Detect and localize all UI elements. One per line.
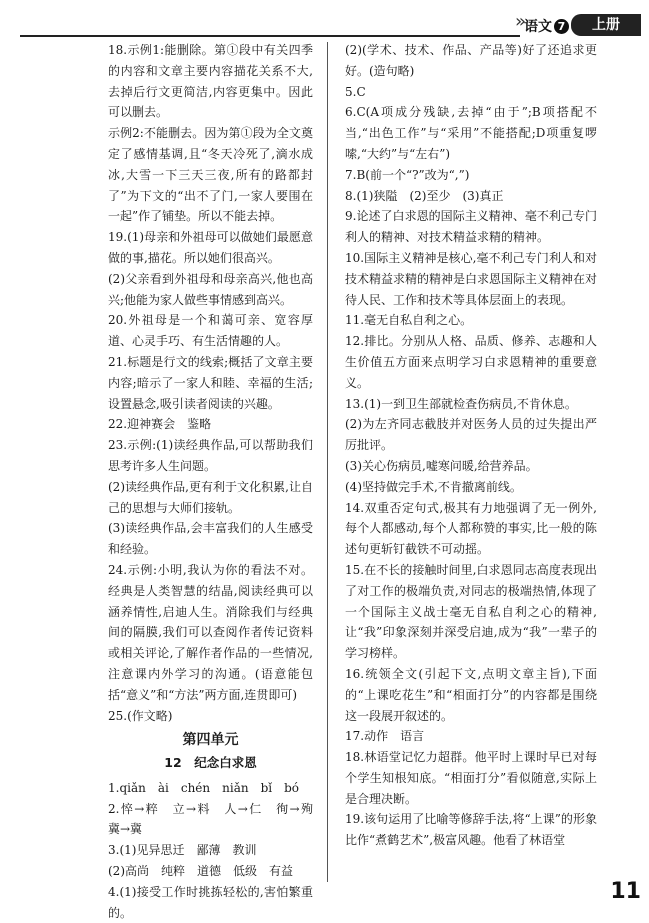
right-column [345,40,597,851]
answer-paragraph: 10.国际主义精神是核心,毫不利己专门利人和对技术精益求精的精神是白求恩国际主义精神在对待人民、工作和技术等具体层面上的表现。 [345,250,598,307]
answer-paragraph: (4)坚持做完手术,不肯撤离前线。 [345,479,522,494]
answer-paragraph: 18.林语堂记忆力超群。他平时上课时早已对每个学生知根知底。“相面打分”看似随意,实际上是合理决断。 [345,750,597,806]
answer-paragraph: 18.示例1:能删除。第①段中有关四季的内容和文章主要内容描花关系不大,去掉后行文更简洁,内容更集中。因此可以删去。 [108,43,313,120]
unit-title: 第四单元 [182,732,239,749]
answer-paragraph: 7.B(前一个“?”改为“,”) [345,167,470,182]
answer-paragraph: (2)读经典作品,更有利于文化积累,让自己的思想与大师们接轨。 [108,479,313,515]
answer-paragraph: 8.(1)狭隘 (2)至少 (3)真正 [345,188,504,203]
answer-paragraph: 19.该句运用了比喻等修辞手法,将“上课”的形象比作“煮鹤艺术”,极富风趣。他看了林语堂 [345,812,597,848]
answer-paragraph: 22.迎神赛会 鉴略 [108,417,212,432]
subject-label: 语文 [524,19,552,35]
grade-number-badge: 7 [554,19,569,34]
answer-paragraph: (3)读经典作品,会丰富我们的人生感受和经验。 [108,521,313,557]
lesson-answer: 1.qiǎn ài chén niǎn bǐ bó [108,780,299,795]
answer-paragraph: 6.C(A项成分残缺,去掉“由于”;B项搭配不当,“出色工作”与“采用”不能搭配;D项重复啰嗦,“大约”与“左右”) [345,105,597,161]
answer-paragraph: (2)父亲看到外祖母和母亲高兴,他也高兴;他能为家人做些事情感到高兴。 [108,271,313,307]
answer-paragraph: 25.(作文略) [108,708,173,723]
page-header [0,8,649,38]
answer-paragraph: 12.排比。分别从人格、品质、修养、志趣和人生价值五方面来点明学习白求恩精神的重要意义。 [345,334,597,390]
lesson-answer: 2.悴→粹 立→料 人→仁 徇→殉 冀→冀 [108,801,326,837]
lesson-answer: (2)高尚 纯粹 道德 低级 有益 [108,864,293,879]
answer-paragraph: 15.在不长的接触时间里,白求恩同志高度表现出了对工作的极端负责,对同志的极端热情,体现了一个国际主义战士毫无自私自利之心的精神,让“我”印象深刻并深受启迪,成为“我”一辈子的学习榜样。 [345,562,597,661]
answer-paragraph: 11.毫无自私自利之心。 [345,313,473,328]
answer-paragraph: 14.双重否定句式,极其有力地强调了无一例外,每个人都感动,每个人都称赞的事实,比一般的陈述句更斩钉截铁不可动摇。 [345,500,597,557]
lesson-title: 12 纪念白求恩 [164,755,257,771]
answer-paragraph: (2)(学术、技术、作品、产品等)好了还追求更好。(造句略) [345,43,597,78]
lesson-answer: 3.(1)见异思迁 鄙薄 教训 [108,843,257,858]
answer-paragraph: 20.外祖母是一个和蔼可亲、宽容厚道、心灵手巧、有生活情趣的人。 [108,313,313,349]
column-divider [327,42,328,882]
volume-tab: 上册 [571,14,641,36]
answer-paragraph: 21.标题是行文的线索;概括了文章主要内容;暗示了一家人和睦、幸福的生活;设置悬念,吸引读者阅读的兴趣。 [108,354,313,411]
answer-paragraph: 23.示例:(1)读经典作品,可以帮助我们思考许多人生问题。 [108,438,313,473]
chevron-right-icon: » [515,11,523,32]
answer-paragraph: 9.论述了白求恩的国际主义精神、毫不利己专门利人的精神、对技术精益求精的精神。 [345,209,597,245]
answer-paragraph: 示例2:不能删去。因为第①段为全文奠定了感情基调,且“冬天冷死了,滴水成冰,大雪一下三天三夜,所有的路都封了”为下文的“出不了门,一家人要围在一起”作了铺垫。所以不能去掉。 [108,126,313,224]
answer-paragraph: (3)关心伤病员,嘘寒问暖,给营养品。 [345,458,538,473]
answer-paragraph: 19.(1)母亲和外祖母可以做她们最愿意做的事,描花。所以她们很高兴。 [108,230,313,265]
answer-paragraph: 16.统领全文(引起下文,点明文章主旨),下面的“上课吃花生”和“相面打分”的内容都是围绕这一段展开叙述的。 [345,666,597,723]
header-rule [20,35,520,37]
answer-paragraph: 5.C [345,84,366,99]
answer-paragraph: 17.动作 语言 [345,729,425,744]
answer-paragraph: 13.(1)一到卫生部就检查伤病员,不肯休息。 [345,396,577,411]
answer-paragraph: 24.示例:小明,我认为你的看法不对。经典是人类智慧的结晶,阅读经典可以涵养情性,启迪人生。消除我们与经典间的隔膜,我们可以查阅作者传记资料或相关评论,了解作者作品的一些情况,注意课内外学习的沟通。(语意能包括“意义”和“方法”两方面,连贯即可) [108,562,313,702]
page-number: 11 [610,879,641,904]
lesson-answer: 4.(1)接受工作时挑拣轻松的,害怕繁重的。 [108,884,313,920]
answer-paragraph: (2)为左齐同志截肢并对医务人员的过失提出严厉批评。 [345,417,597,453]
left-column [108,40,326,923]
